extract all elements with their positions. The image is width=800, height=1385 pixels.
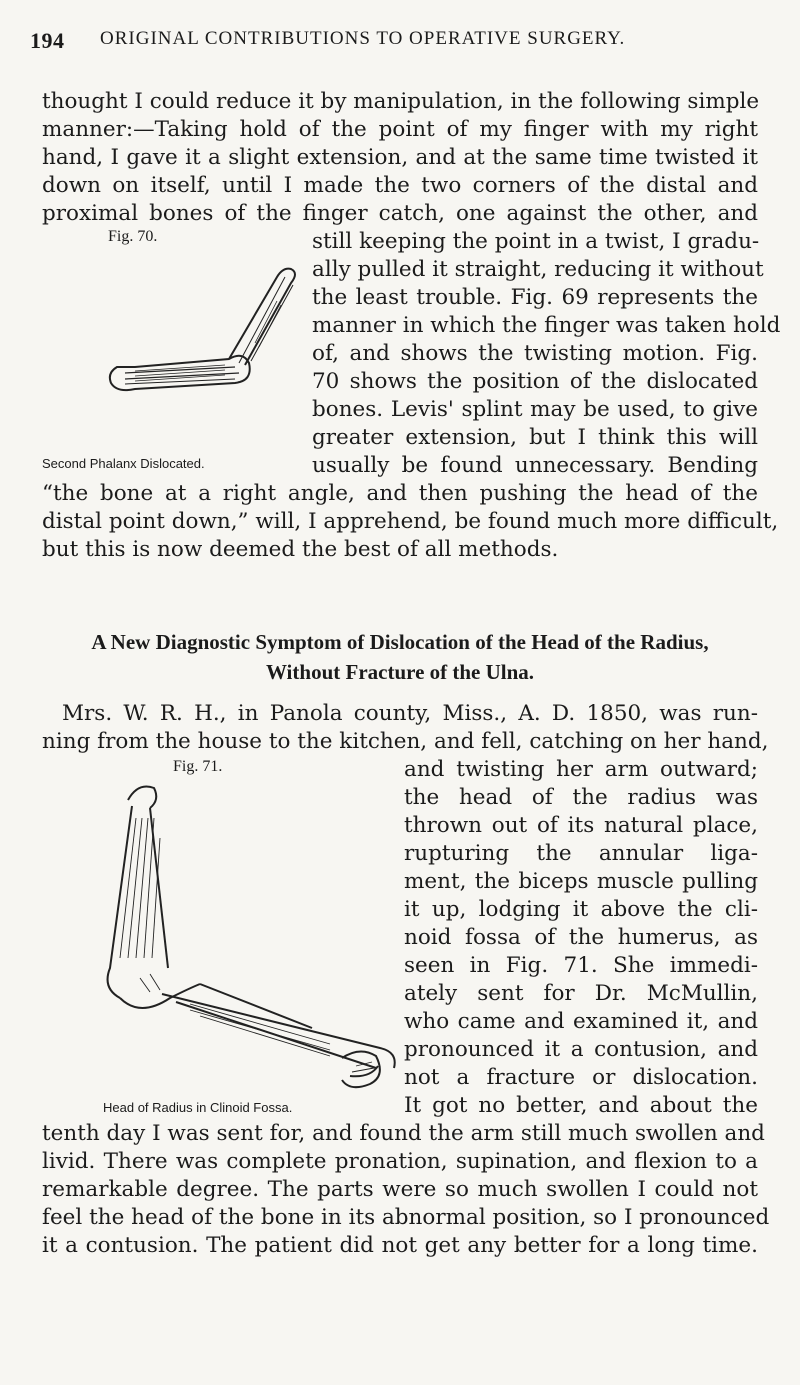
para1-line: “the bone at a right angle, and then pushing the head of the	[42, 481, 758, 506]
para1-line: still keeping the point in a twist, I gradu-	[312, 229, 760, 254]
para2-line: thrown out of its natural place,	[404, 813, 758, 838]
para2-line: rupturing the annular liga-	[404, 841, 758, 866]
para1-line: distal point down,” will, I apprehend, be found much more difficult,	[42, 509, 779, 534]
para2-line: tenth day I was sent for, and found the arm still much swollen and	[42, 1121, 765, 1146]
para2-line: noid fossa of the humerus, as	[404, 925, 758, 950]
para2-line: it a contusion. The patient did not get any better for a long time.	[42, 1233, 758, 1258]
para1-line: but this is now deemed the best of all methods.	[42, 537, 559, 562]
para1-line: down on itself, until I made the two corners of the distal and	[42, 173, 758, 198]
para2-line: and twisting her arm outward;	[404, 757, 758, 782]
para1-line: ally pulled it straight, reducing it without	[312, 257, 764, 282]
para2-line: ning from the house to the kitchen, and fell, catching on her hand,	[42, 729, 769, 754]
fig71-caption: Head of Radius in Clinoid Fossa.	[103, 1100, 293, 1115]
para2-line: Mrs. W. R. H., in Panola county, Miss., A. D. 1850, was run-	[62, 701, 758, 726]
para1-line: usually be found unnecessary. Bending	[312, 453, 758, 478]
para1-line: proximal bones of the finger catch, one against the other, and	[42, 201, 758, 226]
para2-line: it up, lodging it above the cli-	[404, 897, 758, 922]
para2-line: It got no better, and about the	[404, 1093, 758, 1118]
para2-line: the head of the radius was	[404, 785, 758, 810]
para2-line: who came and examined it, and	[404, 1009, 758, 1034]
fig71-arm-illustration	[80, 778, 400, 1098]
para1-line: hand, I gave it a slight extension, and at the same time twisted it	[42, 145, 758, 170]
fig70-caption: Second Phalanx Dislocated.	[42, 456, 205, 471]
para1-line: manner:—Taking hold of the point of my finger with my right	[42, 117, 758, 142]
para2-line: feel the head of the bone in its abnormal position, so I pronounced	[42, 1205, 770, 1230]
para2-line: seen in Fig. 71. She immedi-	[404, 953, 758, 978]
para1-line: bones. Levis' splint may be used, to give	[312, 397, 758, 422]
para1-line: 70 shows the position of the dislocated	[312, 369, 758, 394]
para2-line: livid. There was complete pronation, supination, and flexion to a	[42, 1149, 758, 1174]
para2-line: ment, the biceps muscle pulling	[404, 869, 758, 894]
running-head: ORIGINAL CONTRIBUTIONS TO OPERATIVE SURGERY.	[100, 28, 626, 49]
fig70-label: Fig. 70.	[108, 228, 158, 245]
para1-line: of, and shows the twisting motion. Fig.	[312, 341, 758, 366]
para2-line: ately sent for Dr. McMullin,	[404, 981, 758, 1006]
para2-line: not a fracture or dislocation.	[404, 1065, 758, 1090]
para2-line: remarkable degree. The parts were so much swollen I could not	[42, 1177, 758, 1202]
section-title-line1: A New Diagnostic Symptom of Dislocation of the Head of the Radius,	[91, 630, 709, 654]
para1-line: the least trouble. Fig. 69 represents the	[312, 285, 758, 310]
fig70-finger-illustration	[95, 255, 305, 435]
para1-line: thought I could reduce it by manipulation, in the following simple	[42, 89, 760, 114]
section-title-line2: Without Fracture of the Ulna.	[265, 660, 535, 684]
para1-line: manner in which the finger was taken hold	[312, 313, 781, 338]
fig71-label: Fig. 71.	[173, 758, 223, 775]
para1-line: greater extension, but I think this will	[312, 425, 758, 450]
para2-line: pronounced it a contusion, and	[404, 1037, 758, 1062]
page-number: 194	[30, 28, 65, 53]
